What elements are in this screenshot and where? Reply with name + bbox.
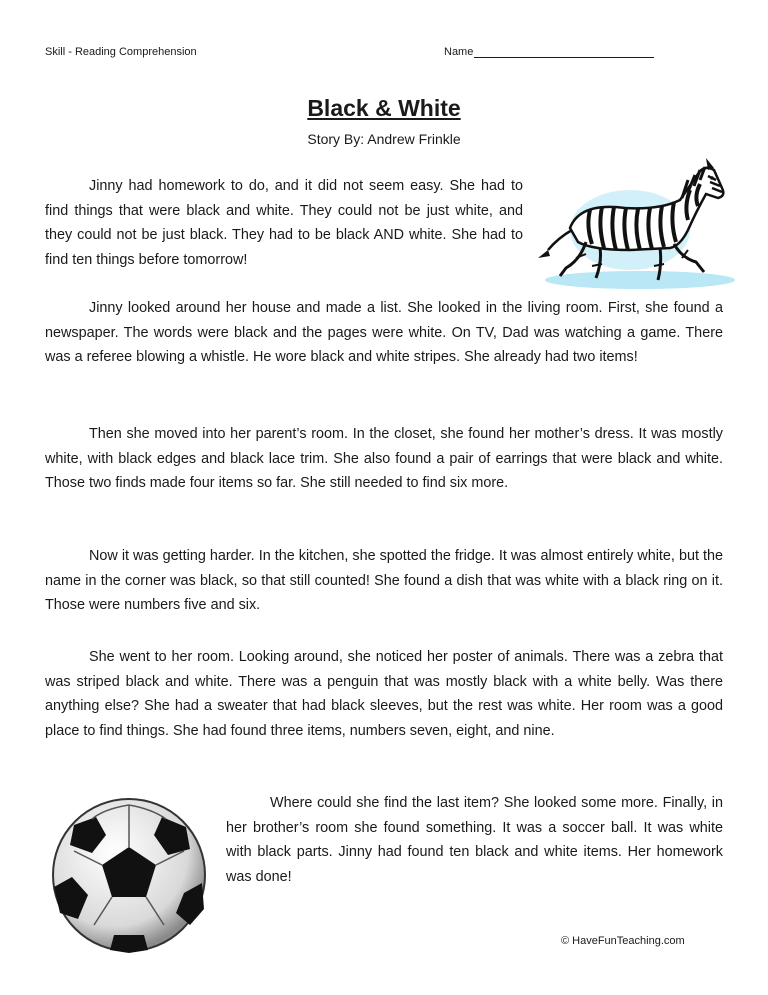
byline: Story By: Andrew Frinkle bbox=[307, 131, 461, 147]
page-title: Black & White bbox=[307, 95, 461, 121]
story-paragraph-1: Jinny had homework to do, and it did not seem easy. She had to find things that were black and white. They could not be just white, and they could not be just black. They had to be black AND white. She had to find ten things before tomorrow! bbox=[45, 178, 523, 268]
name-blank-line bbox=[474, 46, 654, 58]
soccer-ball-illustration bbox=[44, 795, 214, 955]
skill-label: Skill - Reading Comprehension bbox=[45, 46, 197, 58]
story-paragraph-2: Jinny looked around her house and made a list. She looked in the living room. First, she found a newspaper. The words were black and the pages were white. On TV, Dad was watching a game. There was a referee blowing a whistle. He wore black and white stripes. She already had two items! bbox=[45, 300, 723, 365]
copyright-notice: © HaveFunTeaching.com bbox=[561, 935, 685, 947]
name-label: Name bbox=[444, 46, 474, 58]
zebra-illustration bbox=[530, 150, 740, 300]
story-paragraph-3: Then she moved into her parent’s room. In the closet, she found her mother’s dress. It was mostly white, with black edges and black lace trim. She also found a pair of earrings that were black and white. Those two finds made four items so far. She still needed to find six more. bbox=[45, 426, 723, 491]
story-paragraph-4: Now it was getting harder. In the kitchen, she spotted the fridge. It was almost entirely white, but the name in the corner was black, so that still counted! She found a dish that was white with a black ring on it. Those were numbers five and six. bbox=[45, 548, 723, 613]
story-paragraph-5: She went to her room. Looking around, she noticed her poster of animals. There was a zebra that was striped black and white. There was a penguin that was mostly black with a white belly. Was there anything else? She had a sweater that had black sleeves, but the rest was white. Her room was a good place to find things. She had found three items, numbers seven, eight, and nine. bbox=[45, 649, 723, 739]
name-field bbox=[444, 46, 654, 58]
story-paragraph-6: Where could she find the last item? She looked some more. Finally, in her brother’s room she found something. It was a soccer ball. It was white with black parts. Jinny had found ten black and white items. Her homework was done! bbox=[226, 795, 723, 885]
